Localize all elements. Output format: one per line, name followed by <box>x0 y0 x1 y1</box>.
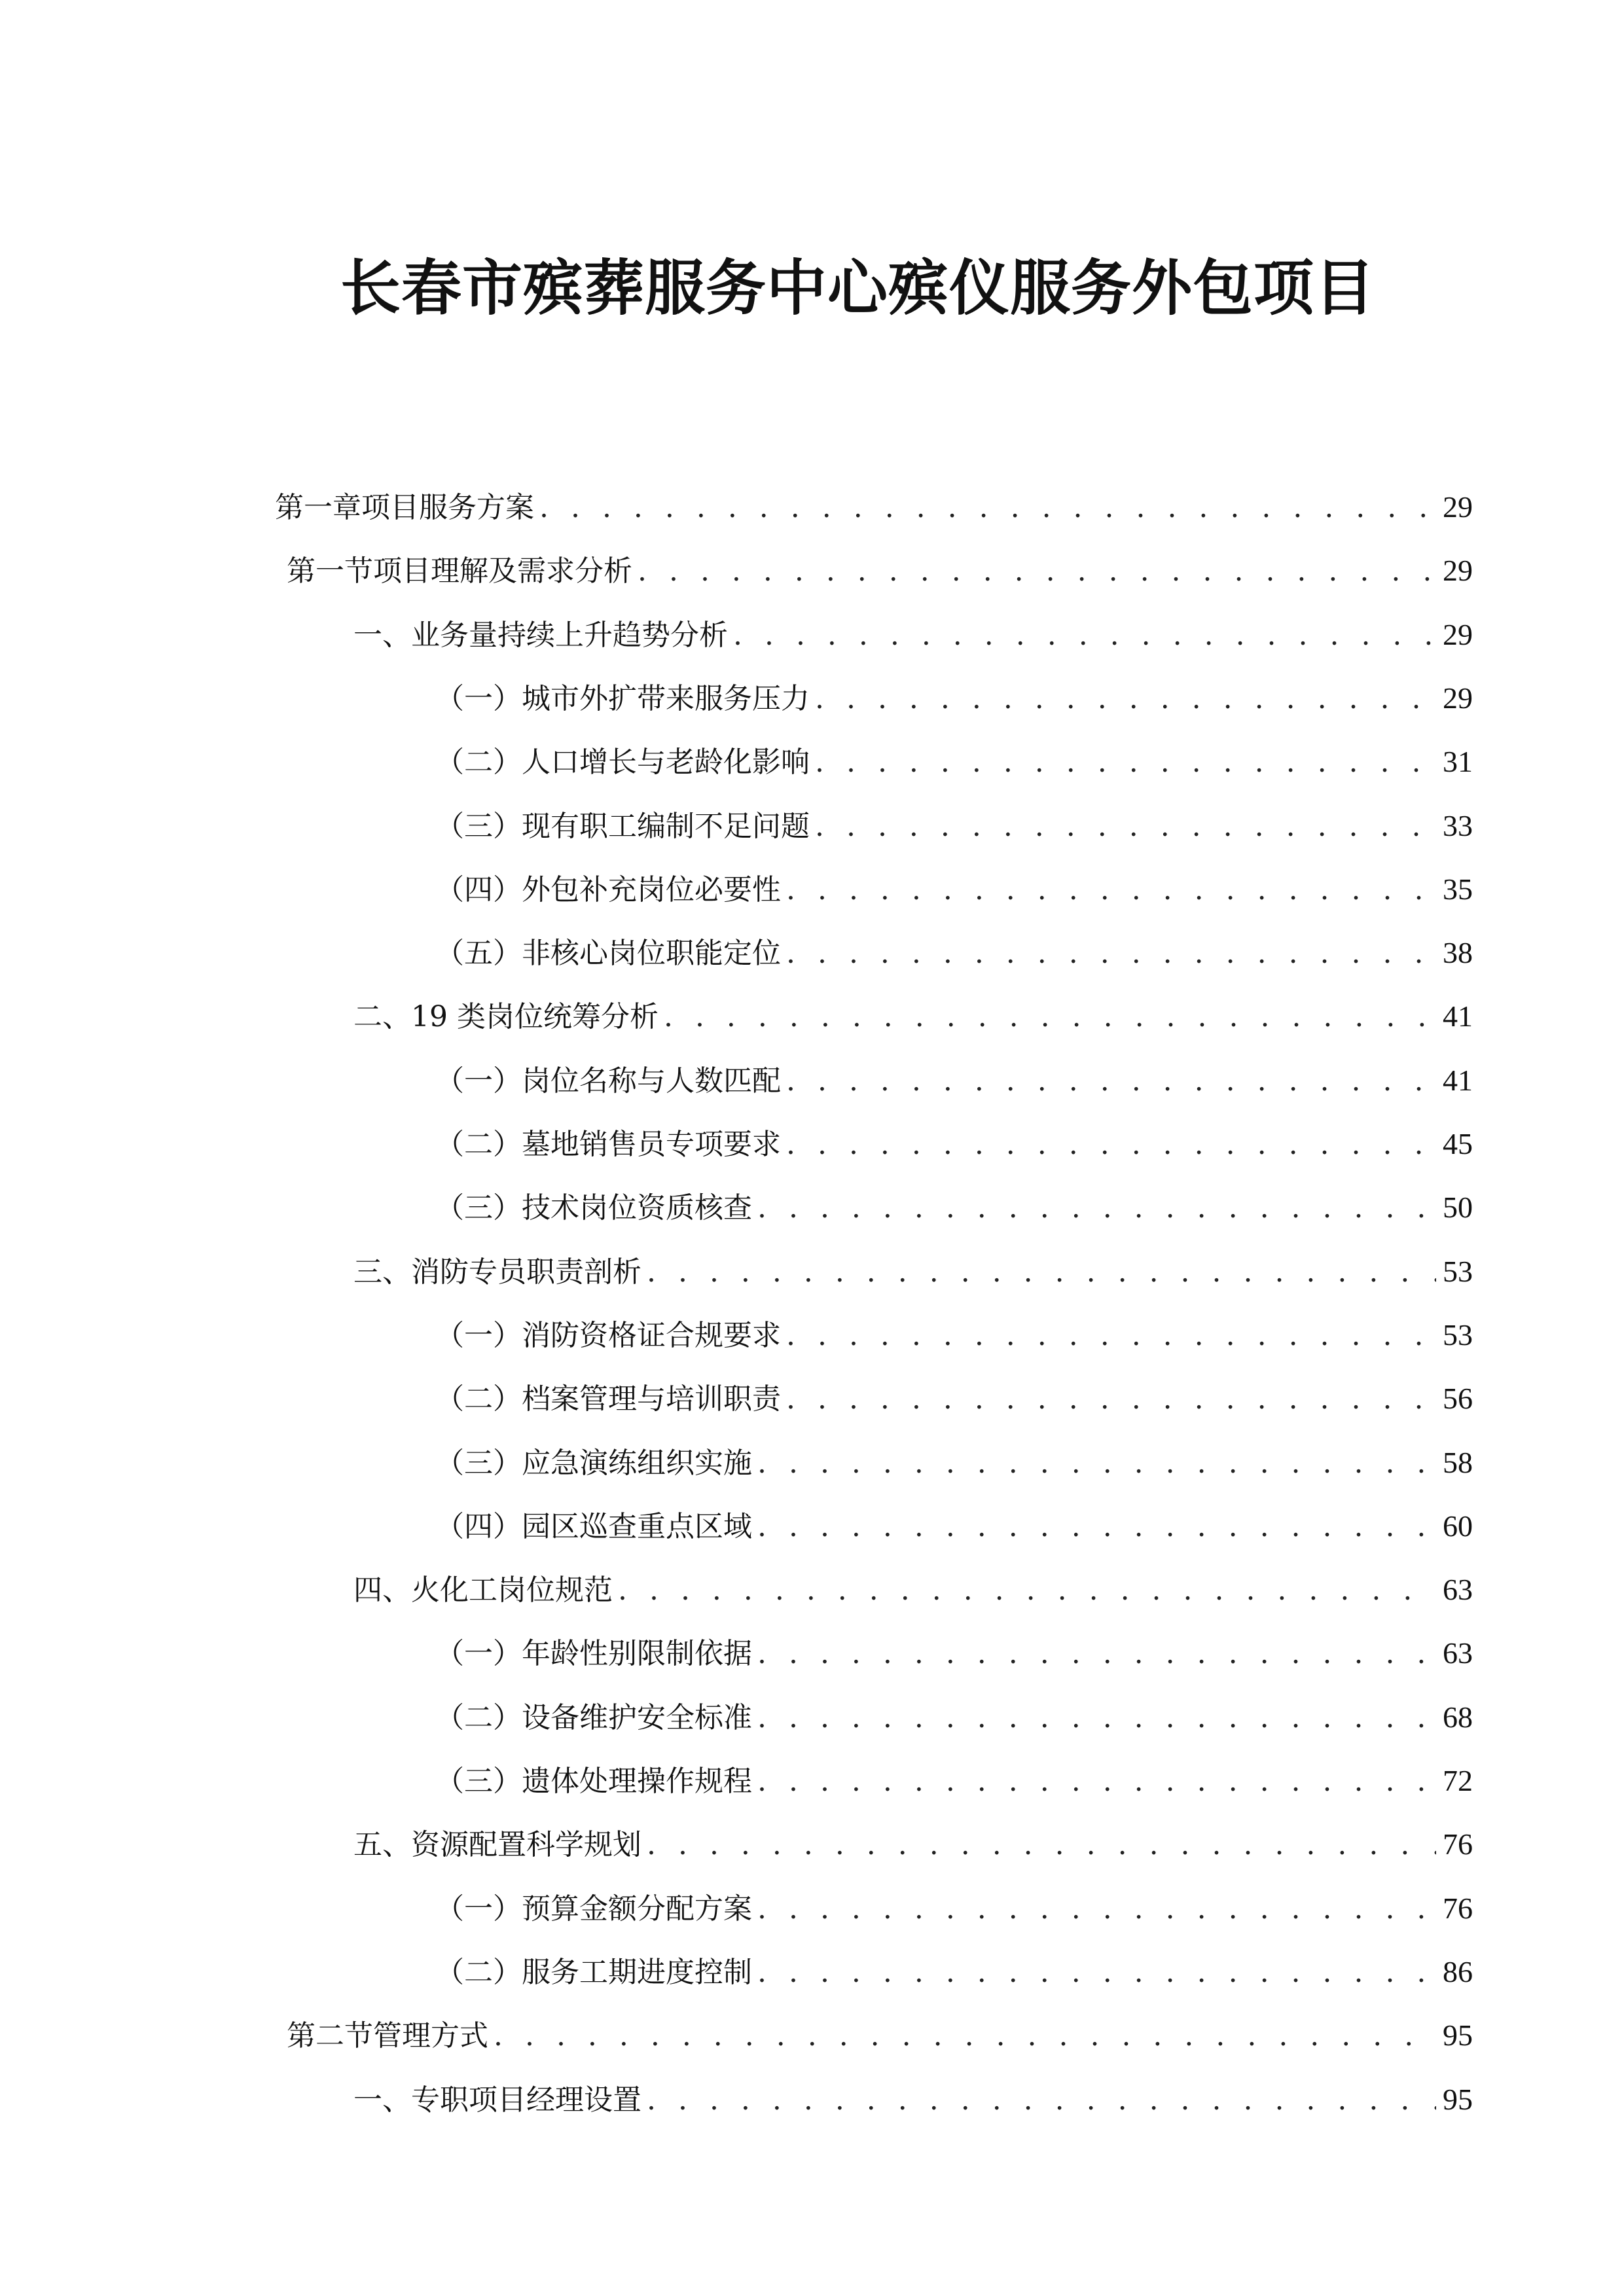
toc-entry[interactable] <box>435 863 1473 916</box>
toc-entry-title: 人口增长与老龄化影响 <box>522 745 810 779</box>
toc-entry-title: 墓地销售员专项要求 <box>522 1128 781 1161</box>
toc-dot-leader <box>647 1246 1436 1299</box>
toc-page-number: 29 <box>1443 554 1473 587</box>
toc-entry-title: 19 类岗位统筹分析 <box>411 1000 659 1033</box>
toc-entry[interactable] <box>435 1437 1473 1489</box>
toc-page-number: 76 <box>1443 1827 1473 1861</box>
toc-entry-number: 一、 <box>353 619 411 652</box>
toc-entry[interactable] <box>353 1246 1473 1298</box>
toc-dot-leader <box>757 1692 1436 1744</box>
toc-entry-title: 设备维护安全标准 <box>522 1701 752 1734</box>
toc-entry[interactable] <box>435 1118 1473 1170</box>
toc-entry-title: 专职项目经理设置 <box>411 2083 641 2117</box>
toc-entry-title: 预算金额分配方案 <box>522 1892 752 1926</box>
toc-entry-title: 现有职工编制不足问题 <box>522 810 810 843</box>
toc-entry[interactable] <box>435 1372 1473 1425</box>
toc-dot-leader <box>786 1310 1436 1362</box>
toc-dot-leader <box>638 545 1436 598</box>
toc-entry-title: 业务量持续上升趋势分析 <box>411 619 728 652</box>
toc-page-number: 76 <box>1443 1892 1473 1925</box>
toc-entry[interactable] <box>435 1054 1473 1107</box>
toc-entry-title: 技术岗位资质核查 <box>522 1191 752 1225</box>
toc-entry-number: （一） <box>435 1064 522 1098</box>
toc-entry-title: 应急演练组织实施 <box>522 1446 752 1480</box>
toc-page-number: 60 <box>1443 1509 1473 1543</box>
toc-page-number: 53 <box>1443 1318 1473 1352</box>
toc-entry-number: （二） <box>435 1701 522 1734</box>
toc-entry[interactable] <box>435 1882 1473 1935</box>
toc-entry-number: （二） <box>435 1128 522 1161</box>
toc-page-number: 72 <box>1443 1764 1473 1797</box>
toc-entry-number: 四、 <box>353 1573 411 1607</box>
toc-entry-number: （三） <box>435 1765 522 1798</box>
toc-dot-leader <box>757 1628 1436 1680</box>
toc-dot-leader <box>618 1564 1436 1617</box>
toc-entry-number: （三） <box>435 810 522 843</box>
toc-dot-leader <box>664 991 1436 1043</box>
toc-entry-title: 项目理解及需求分析 <box>373 554 632 588</box>
toc-entry-title: 年龄性别限制依据 <box>522 1637 752 1670</box>
toc-dot-leader <box>733 609 1436 662</box>
toc-dot-leader <box>757 1755 1436 1808</box>
toc-entry-title: 档案管理与培训职责 <box>522 1382 781 1416</box>
toc-entry-number: （四） <box>435 1510 522 1543</box>
toc-entry-title: 管理方式 <box>373 2019 488 2053</box>
toc-page-number: 86 <box>1443 1955 1473 1988</box>
toc-entry-number: （五） <box>435 937 522 970</box>
toc-entry[interactable] <box>287 545 1473 597</box>
toc-dot-leader <box>786 1055 1436 1107</box>
toc-entry-title: 资源配置科学规划 <box>411 1828 641 1861</box>
toc-dot-leader <box>757 1946 1436 1999</box>
document-title: 长春市殡葬服务中心殡仪服务外包项目 <box>340 253 1375 323</box>
toc-entry-number: （三） <box>435 1191 522 1225</box>
toc-entry[interactable] <box>287 2009 1473 2062</box>
toc-page-number: 45 <box>1443 1127 1473 1160</box>
toc-entry-title: 遗体处理操作规程 <box>522 1765 752 1798</box>
toc-entry-number: 二、 <box>353 1000 411 1033</box>
toc-entry[interactable] <box>435 800 1473 852</box>
toc-entry[interactable] <box>435 1755 1473 1807</box>
toc-entry-number: 第二节 <box>287 2019 373 2053</box>
toc-page-number: 29 <box>1443 618 1473 651</box>
toc-entry-number: （四） <box>435 873 522 906</box>
toc-page-number: 31 <box>1443 745 1473 778</box>
toc-entry[interactable] <box>435 1627 1473 1679</box>
toc-entry-title: 服务工期进度控制 <box>522 1956 752 1989</box>
toc-entry-number: （一） <box>435 1637 522 1670</box>
toc-page-number: 33 <box>1443 809 1473 842</box>
toc-dot-leader <box>815 800 1436 853</box>
toc-entry[interactable] <box>435 1181 1473 1234</box>
toc-dot-leader <box>757 1182 1436 1234</box>
toc-entry-title: 外包补充岗位必要性 <box>522 873 781 906</box>
toc-page-number: 63 <box>1443 1573 1473 1606</box>
toc-entry-number: 第一章 <box>275 491 361 524</box>
toc-page-number: 68 <box>1443 1700 1473 1734</box>
toc-entry[interactable] <box>435 1946 1473 1998</box>
toc-entry[interactable] <box>435 736 1473 788</box>
toc-page-number: 29 <box>1443 681 1473 715</box>
toc-page-number: 53 <box>1443 1255 1473 1288</box>
toc-dot-leader <box>539 482 1436 534</box>
toc-dot-leader <box>786 864 1436 916</box>
toc-entry[interactable] <box>353 1564 1473 1616</box>
toc-entry-number: （一） <box>435 1892 522 1926</box>
toc-page-number: 63 <box>1443 1636 1473 1670</box>
toc-page-number: 35 <box>1443 872 1473 906</box>
toc-dot-leader <box>786 1119 1436 1171</box>
toc-entry-number: （二） <box>435 1382 522 1416</box>
toc-entry[interactable] <box>435 927 1473 979</box>
toc-entry-title: 非核心岗位职能定位 <box>522 937 781 970</box>
toc-entry[interactable] <box>435 1500 1473 1552</box>
toc-dot-leader <box>786 927 1436 980</box>
toc-entry-title: 火化工岗位规范 <box>411 1573 613 1607</box>
toc-entry[interactable] <box>435 1309 1473 1361</box>
toc-entry-number: 三、 <box>353 1255 411 1289</box>
toc-page-number: 95 <box>1443 2083 1473 2116</box>
toc-entry-number: （二） <box>435 1956 522 1989</box>
toc-entry-number: 第一节 <box>287 554 373 588</box>
toc-dot-leader <box>757 1883 1436 1935</box>
toc-entry[interactable] <box>353 990 1473 1043</box>
toc-entry[interactable] <box>275 481 1473 533</box>
toc-entry-title: 园区巡查重点区域 <box>522 1510 752 1543</box>
toc-entry-number: 一、 <box>353 2083 411 2117</box>
toc-entry-number: （二） <box>435 745 522 779</box>
toc-entry[interactable] <box>353 2073 1473 2126</box>
toc-dot-leader <box>757 1501 1436 1553</box>
toc-entry-title: 城市外扩带来服务压力 <box>522 682 810 715</box>
toc-page-number: 41 <box>1443 1064 1473 1097</box>
toc-dot-leader <box>647 2074 1436 2126</box>
toc-entry[interactable] <box>435 1691 1473 1744</box>
toc-entry-title: 消防专员职责剖析 <box>411 1255 641 1289</box>
toc-entry-title: 岗位名称与人数匹配 <box>522 1064 781 1098</box>
toc-page-number: 95 <box>1443 2018 1473 2052</box>
toc-entry[interactable] <box>353 1818 1473 1871</box>
toc-dot-leader <box>757 1437 1436 1490</box>
toc-entry[interactable] <box>353 609 1473 661</box>
toc-entry[interactable] <box>435 672 1473 725</box>
toc-entry-number: （三） <box>435 1446 522 1480</box>
toc-entry-title: 项目服务方案 <box>361 491 534 524</box>
toc-page-number: 29 <box>1443 490 1473 524</box>
toc-entry-number: 五、 <box>353 1828 411 1861</box>
toc-entry-number: （一） <box>435 1319 522 1352</box>
toc-page-number: 58 <box>1443 1446 1473 1479</box>
toc-page-number: 41 <box>1443 999 1473 1033</box>
toc-dot-leader <box>815 736 1436 789</box>
toc-page-number: 50 <box>1443 1191 1473 1224</box>
toc-page-number: 38 <box>1443 936 1473 969</box>
toc-page-number: 56 <box>1443 1382 1473 1415</box>
toc-entry-number: （一） <box>435 682 522 715</box>
toc-dot-leader <box>647 1819 1436 1871</box>
toc-dot-leader <box>786 1373 1436 1426</box>
toc-entry-title: 消防资格证合规要求 <box>522 1319 781 1352</box>
toc-dot-leader <box>815 673 1436 725</box>
toc-dot-leader <box>494 2010 1436 2062</box>
